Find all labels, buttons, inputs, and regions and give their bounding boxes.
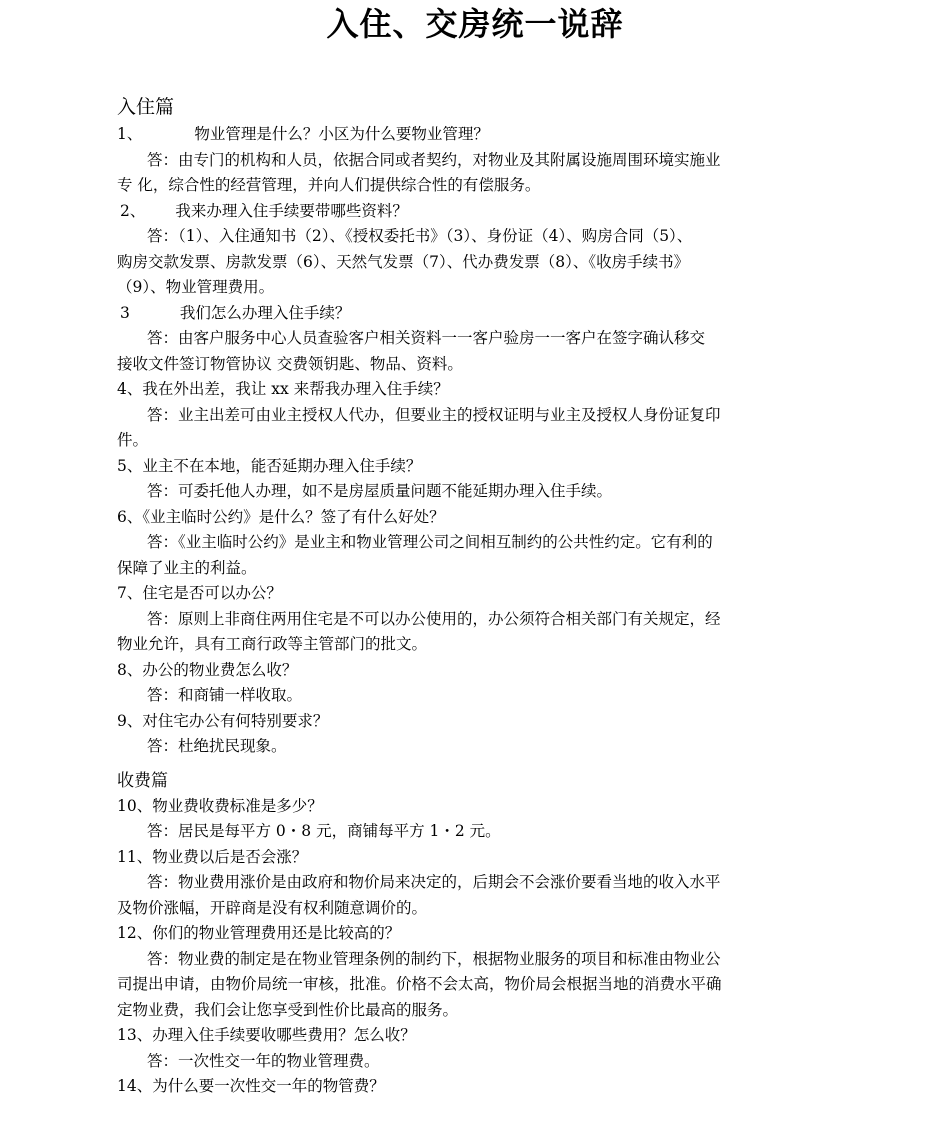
answer-line: 物业允许，具有工商行政等主管部门的批文。 <box>117 635 428 653</box>
question: 3 我们怎么办理入住手续？ <box>120 303 351 322</box>
answer-line: 答：和商铺一样收取。 <box>147 686 303 704</box>
answer-line: 定物业费，我们会让您享受到性价比最高的服务。 <box>117 1000 459 1019</box>
answer <box>117 224 845 301</box>
answer-line: 件。 <box>117 431 149 449</box>
answer <box>117 734 845 760</box>
answer-line: 答：居民是每平方 0・8 元，商铺每平方 1・2 元。 <box>147 822 501 840</box>
answer <box>117 148 845 199</box>
question: 9、对住宅办公有何特别要求？ <box>117 711 329 730</box>
question: 10、物业费收费标准是多少？ <box>117 796 323 815</box>
answer <box>117 683 845 709</box>
answer <box>117 530 845 581</box>
section-heading: 入住篇 <box>117 96 175 118</box>
question: 5、业主不在本地，能否延期办理入住手续？ <box>117 456 422 475</box>
question: 8、办公的物业费怎么收？ <box>117 660 298 679</box>
answer-line: 答：可委托他人办理，如不是房屋质量问题不能延期办理入住手续。 <box>147 482 613 500</box>
question: 13、办理入住手续要收哪些费用？怎么收？ <box>117 1026 416 1044</box>
document-body <box>117 92 845 1100</box>
answer-line: 答：由专门的机构和人员，依据合同或者契约，对物业及其附属设施周围环境实施业 <box>147 150 721 169</box>
answer-line: 专 化，综合性的经营管理，并向人们提供综合性的有偿服务。 <box>117 176 541 194</box>
question: 1、 物业管理是什么？小区为什么要物业管理？ <box>117 125 489 143</box>
question: 2、 我来办理入住手续要带哪些资料？ <box>120 201 408 220</box>
question: 12、你们的物业管理费用还是比较高的？ <box>117 924 401 942</box>
answer-line: 答：物业费的制定是在物业管理条例的制约下，根据物业服务的项目和标准由物业公 <box>147 949 721 968</box>
answer-line: 及物价涨幅，开辟商是没有权利随意调价的。 <box>117 898 428 917</box>
question: 7、住宅是否可以办公？ <box>117 584 282 602</box>
answer-line: 答：一次性交一年的物业管理费。 <box>147 1051 380 1070</box>
answer <box>117 403 845 454</box>
document-title: 入住、交房统一说辞 <box>326 5 624 43</box>
answer-line: （9）、物业管理费用。 <box>117 278 275 296</box>
answer <box>117 1049 845 1075</box>
answer <box>117 819 845 845</box>
answer-line: 答：原则上非商住两用住宅是不可以办公使用的，办公须符合相关部门有关规定，经 <box>147 609 721 628</box>
answer-line: 答：物业费用涨价是由政府和物价局来决定的，后期会不会涨价要看当地的收入水平 <box>147 873 721 891</box>
answer-line: 答：杜绝扰民现象。 <box>147 737 287 755</box>
answer <box>117 947 845 1024</box>
answer <box>117 870 845 921</box>
question: 11、物业费以后是否会涨？ <box>117 847 308 866</box>
question: 4、我在外出差，我让 xx 来帮我办理入住手续？ <box>117 380 449 398</box>
question: 6、《业主临时公约》是什么？签了有什么好处？ <box>117 507 445 526</box>
answer-line: 购房交款发票、房款发票（6）、天然气发票（7）、代办费发票（8）、《收房手续书》 <box>117 252 690 271</box>
answer-line: 保障了业主的利益。 <box>117 558 257 577</box>
answer <box>117 607 845 658</box>
answer <box>117 326 845 377</box>
answer-line: 司提出申请，由物价局统一审核，批准。价格不会太高，物价局会根据当地的消费水平确 <box>117 975 722 993</box>
answer-line: 答：由客户服务中心人员查验客户相关资料一一客户验房一一客户在签字确认移交 <box>147 329 706 347</box>
answer <box>117 479 845 505</box>
answer-line: 接收文件签订物管协议 交费领钥匙、物品、资料。 <box>117 354 463 373</box>
answer-line: 答：业主出差可由业主授权人代办，但要业主的授权证明与业主及授权人身份证复印 <box>147 405 721 424</box>
answer-line: 答：（1）、入住通知书（2）、《授权委托书》（3）、身份证（4）、购房合同（5）、 <box>147 227 693 245</box>
question: 14、为什么要一次性交一年的物管费？ <box>117 1077 385 1095</box>
answer-line: 答：《业主临时公约》是业主和物业管理公司之间相互制约的公共性约定。它有利的 <box>147 533 713 551</box>
section-heading: 收费篇 <box>117 770 168 791</box>
